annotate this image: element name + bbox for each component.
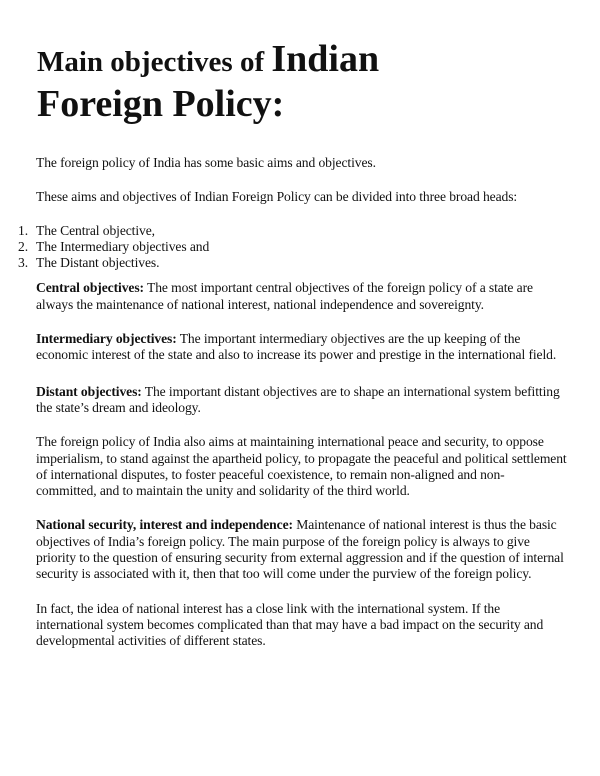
final-paragraph: In fact, the idea of national interest has a close link with the international system. If the international system becomes complicated than that may have a bad impact on the security and developmental activities of different states. [36, 600, 544, 649]
intro-paragraph-2: These aims and objectives of Indian Foreign Policy can be divided into three broad heads: [36, 189, 518, 205]
list-number: 3. [18, 255, 28, 271]
section-intermediary [36, 331, 568, 364]
section-heading: Central objectives: [36, 280, 144, 296]
section-text: The important intermediary objectives are the up keeping of the economic interest of the state and also to increase its power and prestige in the international field. [36, 331, 557, 363]
list-item [18, 222, 568, 239]
section-heading: Intermediary objectives: [36, 331, 177, 347]
aims-paragraph: The foreign policy of India also aims at maintaining international peace and security, to oppose imperialism, to stand against the apartheid policy, to propagate the peaceful and political settlement of international disputes, to foster peaceful coexistence, to remain non-aligned and non- committed, and to maintain the unity and solidarity of the third world. [36, 434, 567, 499]
document-body [18, 155, 568, 650]
section-heading: Distant objectives: [36, 383, 142, 399]
title-line-2: Foreign Policy: [37, 83, 285, 125]
section-text: Maintenance of national interest is thus the basic objectives of India’s foreign policy. The main purpose of the foreign policy is always to give priority to the question of ensuring security from external aggression and if the question of internal security is associated with it, then that too will come under the purview of the foreign policy. [36, 517, 564, 582]
list-number: 2. [18, 238, 28, 254]
intro-paragraph-1: The foreign policy of India has some basic aims and objectives. [36, 155, 376, 170]
title-part-2: Indian [271, 38, 380, 80]
page-title [37, 38, 379, 126]
list-number: 1. [18, 222, 28, 238]
section-national-security [36, 517, 568, 582]
section-heading: National security, interest and independence: [36, 517, 293, 533]
list-text: The Intermediary objectives and [36, 238, 210, 254]
section-central [36, 280, 568, 313]
section-text: The important distant objectives are to shape an international system befitting the state’s dream and ideology. [36, 383, 560, 415]
list-item [18, 238, 568, 255]
section-text: The most important central objectives of the foreign policy of a state are always the maintenance of national interest, national independence and sovereignty. [36, 280, 533, 312]
objectives-list [18, 222, 568, 272]
title-part-1: Main objectives of [37, 46, 272, 78]
list-text: The Distant objectives. [36, 255, 160, 271]
section-distant [36, 384, 568, 417]
list-text: The Central objective, [36, 222, 155, 238]
list-item [18, 255, 568, 271]
